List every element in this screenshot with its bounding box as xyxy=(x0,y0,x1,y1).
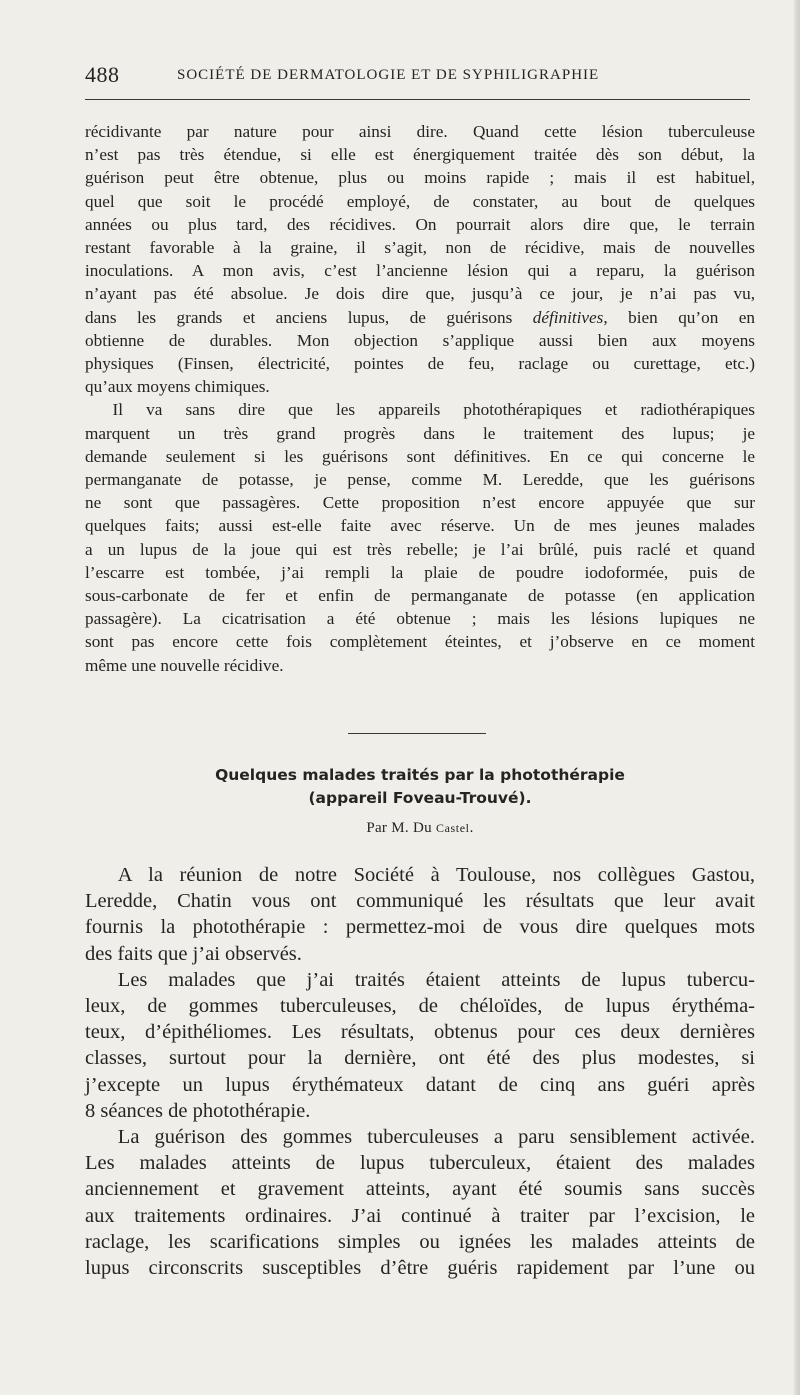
text-line: récidivante par nature pour ainsi dire. Quand cette lésion tuberculeuse xyxy=(85,122,755,141)
text-line: La guérison des gommes tuberculeuses a paru sensiblement activée. xyxy=(117,1126,755,1149)
text-line: permanganate de potasse, je pense, comme M. Leredde, que les guérisons xyxy=(85,470,755,490)
text-line: quelques faits; aussi est-elle faite avec réserve. Un de mes jeunes malades xyxy=(85,516,755,536)
page-number: 488 xyxy=(85,62,120,87)
text-line: obtienne de durables. Mon objection s’applique aussi bien aux moyens xyxy=(85,330,755,350)
text-line: guérison peut être obtenue, plus ou moins rapide ; mais il est habituel, xyxy=(85,168,755,188)
text-line: sous-carbonate de fer et enfin de permanganate de potasse (en application xyxy=(85,586,755,606)
text-line: n’est pas très étendue, si elle est énergiquement traitée dès son début, la xyxy=(85,145,755,165)
author-particle: Du xyxy=(413,820,432,836)
text-line: anciennement et gravement atteints, ayant été soumis sans succès xyxy=(85,1178,755,1201)
text-line: Leredde, Chatin vous ont communiqué les résultats que leur avait xyxy=(85,890,755,913)
text-line: A la réunion de notre Société à Toulouse, nos collègues Gastou, xyxy=(117,864,755,886)
text-line: aux traitements ordinaires. J’ai continué à traiter par l’excision, le xyxy=(85,1204,755,1227)
paragraph xyxy=(85,967,755,1124)
page-edge-shadow xyxy=(794,0,800,1395)
section-separator xyxy=(348,733,486,734)
text-line: leux, de gommes tuberculeuses, de chéloïdes, de lupus érythéma- xyxy=(85,995,755,1018)
text-run: , bien qu’on en xyxy=(603,307,755,327)
paragraph xyxy=(85,398,755,676)
running-title: SOCIÉTÉ DE DERMATOLOGIE ET DE SYPHILIGRAPHIE xyxy=(177,67,600,83)
text-line: restant favorable à la graine, il s’agit, non de récidive, mais de nouvelles xyxy=(85,238,755,258)
article-title-line: (appareil Foveau-Trouvé). xyxy=(308,789,532,807)
article-body xyxy=(85,862,755,1281)
paragraph xyxy=(85,862,755,967)
text-line: n’ayant pas été absolue. Je dois dire que, jusqu’à ce jour, je n’ai pas vu, xyxy=(85,284,755,304)
previous-article-text xyxy=(85,120,755,677)
text-line: 8 séances de photothérapie. xyxy=(85,1099,311,1122)
text-run: dans les grands et anciens lupus, de guérisons xyxy=(85,307,533,327)
text-line: fournis la photothérapie : permettez-moi de vous dire quelques mots xyxy=(85,916,755,939)
page-header xyxy=(85,62,755,90)
text-line: a un lupus de la joue qui est très rebelle; je l’ai brûlé, puis raclé et quand xyxy=(85,539,755,559)
byline-suffix: . xyxy=(469,820,474,836)
article-byline xyxy=(85,820,755,837)
text-line: physiques (Finsen, électricité, pointes de feu, raclage ou curettage, etc.) xyxy=(85,354,755,374)
text-line: passagère). La cicatrisation a été obtenue ; mais les lésions lupiques ne xyxy=(85,609,755,629)
text-line: des faits que j’ai observés. xyxy=(85,942,302,965)
text-line: classes, surtout pour la dernière, ont été des plus modestes, si xyxy=(85,1047,755,1070)
text-line: même une nouvelle récidive. xyxy=(85,655,284,675)
text-line: qu’aux moyens chimiques. xyxy=(85,377,270,397)
article-title-line: Quelques malades traités par la photothérapie xyxy=(215,766,625,784)
text-line: sont pas encore cette fois complètement éteintes, et j’observe en ce moment xyxy=(85,632,755,652)
text-line: Il va sans dire que les appareils photothérapiques et radiothérapiques xyxy=(112,400,755,420)
text-line: raclage, les scarifications simples ou ignées les malades atteints de xyxy=(85,1230,755,1253)
text-line xyxy=(85,306,755,329)
text-line: teux, d’épithéliomes. Les résultats, obtenus pour ces deux dernières xyxy=(85,1021,755,1044)
text-line: ne sont que passagères. Cette proposition n’est encore appuyée que sur xyxy=(85,493,755,513)
emphasis-text: définitives xyxy=(532,307,604,327)
byline-prefix: Par M. xyxy=(366,820,413,836)
paragraph xyxy=(85,1124,755,1281)
header-rule xyxy=(85,99,750,100)
text-line: marquent un très grand progrès dans le traitement des lupus; je xyxy=(85,423,755,443)
text-line: années ou plus tard, des récidives. On pourrait alors dire que, le terrain xyxy=(85,214,755,234)
text-line: l’escarre est tombée, j’ai rempli la plaie de poudre iodoformée, puis de xyxy=(85,562,755,582)
article-title xyxy=(85,764,755,810)
text-line: quel que soit le procédé employé, de constater, au bout de quelques xyxy=(85,191,755,211)
author-surname: Castel xyxy=(436,821,470,835)
text-line: demande seulement si les guérisons sont définitives. En ce qui concerne le xyxy=(85,446,755,466)
paragraph xyxy=(85,120,755,398)
text-line: lupus circonscrits susceptibles d’être guéris rapidement par l’une ou xyxy=(85,1257,755,1280)
text-line: inoculations. A mon avis, c’est l’ancienne lésion qui a reparu, la guérison xyxy=(85,261,755,281)
text-line: Les malades atteints de lupus tuberculeux, étaient des malades xyxy=(85,1152,755,1175)
text-line: Les malades que j’ai traités étaient atteints de lupus tubercu- xyxy=(117,968,755,991)
text-line: j’excepte un lupus érythémateux datant de cinq ans guéri après xyxy=(85,1073,755,1096)
